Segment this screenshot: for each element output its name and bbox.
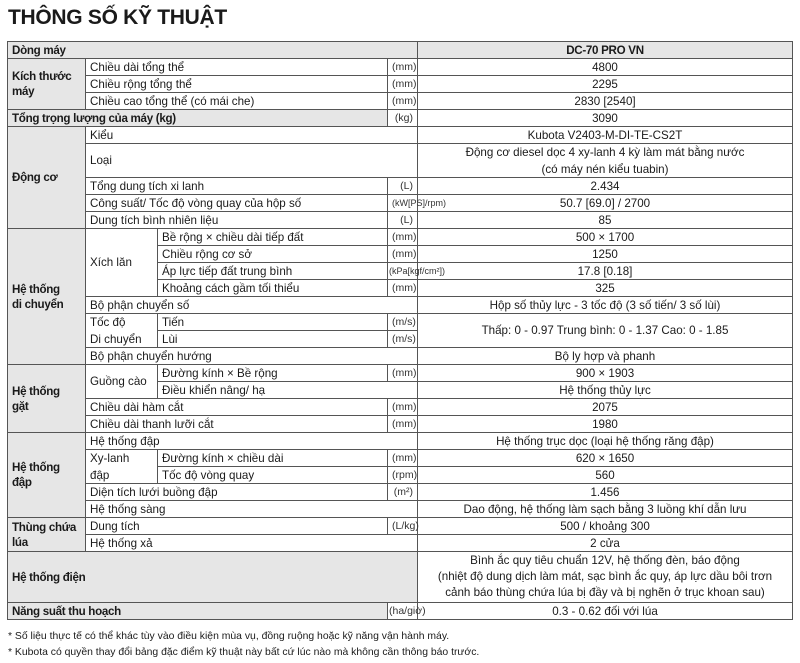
row-unit: (mm) [388,416,418,433]
electrical-line: cảnh báo thùng chứa lúa bị đầy và bị nghẽn ở trục khoan sau) [445,586,765,599]
row-unit: (mm) [388,365,418,382]
table-row [8,450,793,467]
row-value: Hệ thống trục dọc (loại hệ thống răng đập) [418,433,793,450]
row-label: Diện tích lưới buồng đập [86,484,388,501]
table-row [8,484,793,501]
footnotes [8,629,479,661]
table-row [8,365,793,382]
row-unit: (mm) [388,399,418,416]
table-row [8,59,793,76]
row-value: 1250 [418,246,793,263]
row-unit: (mm) [388,76,418,93]
row-value: 2830 [2540] [418,93,793,110]
group-line: Hệ thống [12,461,60,474]
row-label: Chiều rộng tổng thể [86,76,388,93]
table-row [8,552,793,603]
row-unit: (L/kg) [388,518,418,535]
row-label: Chiều rộng cơ sở [158,246,388,263]
row-value: 17.8 [0.18] [418,263,793,280]
model-label: Dòng máy [8,42,418,59]
table-row [8,212,793,229]
row-unit: (L) [388,212,418,229]
row-unit: (rpm) [388,467,418,484]
sub-group-cylinder: đập [86,467,158,484]
row-label: Bề rộng × chiều dài tiếp đất [158,229,388,246]
sub-group-speed: Di chuyển [86,331,158,348]
row-unit: (ha/giờ) [388,603,418,620]
row-unit: (mm) [388,59,418,76]
row-value: 2 cửa [418,535,793,552]
page-title: THÔNG SỐ KỸ THUẬT [8,6,227,29]
row-value: 325 [418,280,793,297]
group-line: di chuyển [12,297,64,311]
table-row [8,535,793,552]
table-header-row [8,42,793,59]
table-row [8,178,793,195]
row-label: Dung tích [86,518,388,535]
row-label: Dung tích bình nhiên liệu [86,212,388,229]
row-label: Chiều dài hàm cắt [86,399,388,416]
sub-group-speed: Tốc độ [86,314,158,331]
row-value: Động cơ diesel dọc 4 xy-lanh 4 kỳ làm mát bằng nước [418,144,793,161]
table-row [8,127,793,144]
row-unit: (m/s) [388,331,418,348]
footnote: * Kubota có quyền thay đổi bảng đặc điểm kỹ thuật này bất cứ lúc nào mà không cần thông báo trước. [8,647,480,658]
group-line: Thùng chứa [12,520,77,534]
row-unit: (kg) [388,110,418,127]
row-value: Thấp: 0 - 0.97 Trung bình: 0 - 1.37 Cao: 0 - 1.85 [418,314,793,348]
row-unit: (mm) [388,93,418,110]
group-tank [8,518,86,552]
table-row [8,501,793,518]
electrical-line: Bình ắc quy tiêu chuẩn 12V, hệ thống đèn, báo động [470,554,740,567]
unit-text: (kW[PS]/rpm) [392,197,446,208]
row-value: 3090 [418,110,793,127]
row-value: 900 × 1903 [418,365,793,382]
row-label: Tiến [158,314,388,331]
row-unit [388,195,446,212]
row-label: Công suất/ Tốc độ vòng quay của hộp số [86,195,388,212]
row-value: Hộp số thủy lực - 3 tốc độ (3 số tiến/ 3 số lùi) [418,297,793,314]
row-value: 2295 [418,76,793,93]
table-row [8,348,793,365]
row-value: 50.7 [69.0] / 2700 [418,195,793,212]
table-row [8,195,793,212]
group-travel [8,229,86,365]
table-row [8,314,793,331]
row-label: Loại [86,144,418,178]
unit-text: (kPa[kgf/cm²]) [389,265,446,276]
group-line: Hệ thống [12,282,60,296]
table-row [8,416,793,433]
spec-table [7,41,793,620]
row-value: 2.434 [418,178,793,195]
group-line: lúa [12,535,28,549]
group-line: đập [12,476,32,489]
row-label: Hệ thống xả [86,535,418,552]
group-engine: Động cơ [8,127,86,229]
row-value [418,552,793,603]
table-row [8,518,793,535]
row-unit: (L) [388,178,418,195]
row-value: 85 [418,212,793,229]
row-label: Hệ thống sàng [86,501,418,518]
row-value: 620 × 1650 [418,450,793,467]
row-label: Hệ thống đập [86,433,418,450]
row-label: Bộ phận chuyển số [86,297,418,314]
footnote: * Số liệu thực tế có thể khác tùy vào điều kiện mùa vụ, đồng ruộng hoặc kỹ năng vận hành máy. [8,631,450,642]
row-value: 500 / khoảng 300 [418,518,793,535]
table-row [8,399,793,416]
row-label: Bộ phận chuyển hướng [86,348,418,365]
row-value: 1980 [418,416,793,433]
row-value: Dao động, hệ thống làm sạch bằng 3 luồng khí dẫn lưu [418,501,793,518]
row-label: Đường kính × Bề rộng [158,365,388,382]
row-unit: (mm) [388,450,418,467]
row-value: Kubota V2403-M-DI-TE-CS2T [418,127,793,144]
capacity-label: Năng suất thu hoạch [8,603,388,620]
row-label: Chiều dài thanh lưỡi cắt [86,416,388,433]
row-value: 4800 [418,59,793,76]
row-label: Tổng dung tích xi lanh [86,178,388,195]
table-row [8,467,793,484]
sub-group-cylinder: Xy-lanh [86,450,158,467]
row-value: (có máy nén kiểu tuabin) [418,161,793,178]
row-label: Tốc độ vòng quay [158,467,388,484]
row-value: Bộ ly hợp và phanh [418,348,793,365]
row-label: Áp lực tiếp đất trung bình [158,263,388,280]
table-row [8,93,793,110]
sub-group-crawler: Xích lăn [86,229,158,297]
group-threshing [8,433,86,518]
group-line: Hệ thống [12,384,60,398]
model-name: DC-70 PRO VN [418,42,793,59]
row-label: Đường kính × chiều dài [158,450,388,467]
table-row [8,144,793,161]
row-unit: (mm) [388,280,418,297]
row-unit: (m/s) [388,314,418,331]
row-label: Kiểu [86,127,418,144]
table-row [8,229,793,246]
group-cutting [8,365,86,433]
row-label: Khoảng cách gầm tối thiểu [158,280,388,297]
row-label: Chiều cao tổng thể (có mái che) [86,93,388,110]
table-row [8,110,793,127]
table-row [8,603,793,620]
row-value: 1.456 [418,484,793,501]
group-dimensions: Kích thước máy [8,59,86,110]
row-value: 2075 [418,399,793,416]
row-unit: (m²) [388,484,418,501]
row-label: Điều khiển nâng/ hạ [158,382,418,399]
row-unit: (mm) [388,246,418,263]
electrical-line: (nhiệt độ dung dịch làm mát, sạc bình ắc quy, áp lực dầu bôi trơn [437,570,773,583]
row-value: 0.3 - 0.62 đối với lúa [418,603,793,620]
sub-group-reel: Guồng cào [86,365,158,399]
group-line: gặt [12,399,29,413]
group-electrical: Hệ thống điện [8,552,418,603]
row-label: Chiều dài tổng thể [86,59,388,76]
row-value: 560 [418,467,793,484]
row-unit [388,263,446,280]
table-row [8,76,793,93]
row-label: Lùi [158,331,388,348]
row-unit: (mm) [388,229,418,246]
row-value: Hệ thống thủy lực [418,382,793,399]
weight-label: Tổng trọng lượng của máy (kg) [8,110,388,127]
table-row [8,297,793,314]
table-row [8,433,793,450]
row-value: 500 × 1700 [418,229,793,246]
